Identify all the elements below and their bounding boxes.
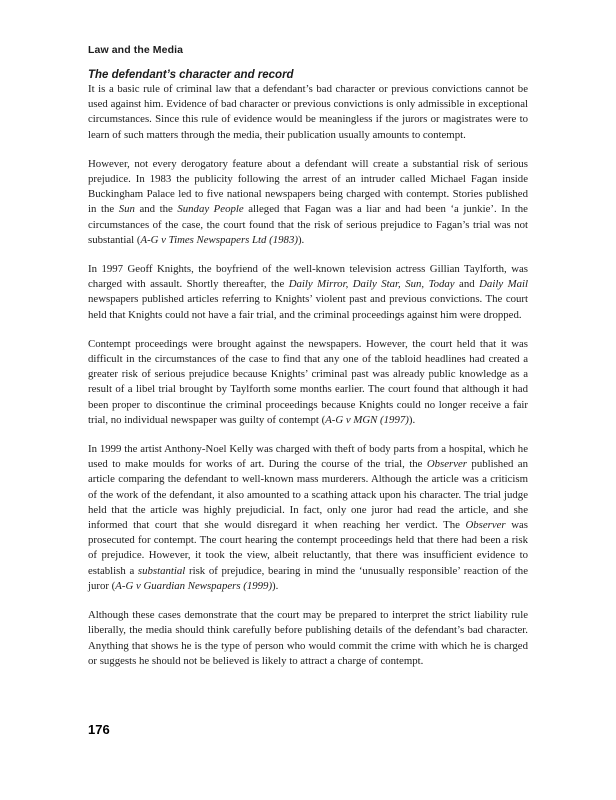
text-run: newspapers published articles referring to Knights’ violent past and previous convictions. The court held that Knights could not have a fair trial, and the criminal proceedings against him were dropped. bbox=[88, 293, 528, 321]
italic-citation: Daily Mirror, Daily Star, Sun, Today bbox=[288, 278, 455, 291]
italic-citation: substantial bbox=[137, 564, 186, 577]
text-run: risk of prejudice, bearing in mind the ‘unusually responsible’ reaction of the juror ( bbox=[88, 564, 528, 592]
italic-citation: Sunday People bbox=[177, 203, 244, 216]
body-paragraph bbox=[88, 608, 528, 669]
text-run: published an article comparing the defendant to well-known mass murderers. Although the article was a criticism of the work of the defendant, it also amounted to a scathing attack upon his character. The trial judge held that the article was highly prejudicial. In fact, only one juror had read the article, and she informed that court that she would disregard it when reaching her verdict. The bbox=[88, 458, 528, 532]
text-run: was prosecuted for contempt. The court hearing the contempt proceedings held that there had been a risk of prejudice. However, it took the view, albeit reluctantly, that there was insufficient evidence to establish a bbox=[88, 519, 528, 577]
italic-citation: Observer bbox=[426, 458, 468, 471]
text-run: and the bbox=[134, 203, 178, 216]
text-run: alleged that Fagan was a liar and had been ‘a junkie’. In the circumstances of the case, the court found that the risk of serious prejudice to Fagan’s trial was not substantial ( bbox=[88, 203, 528, 246]
italic-citation: A-G v Guardian Newspapers (1999) bbox=[115, 579, 273, 592]
text-run: ). bbox=[272, 579, 279, 592]
italic-citation: Observer bbox=[465, 519, 506, 532]
body-paragraph bbox=[88, 262, 528, 323]
running-head: Law and the Media bbox=[88, 44, 184, 56]
italic-citation: Sun bbox=[118, 203, 135, 216]
body-paragraph bbox=[88, 157, 528, 248]
italic-citation: A-G v MGN (1997) bbox=[325, 413, 409, 426]
body-paragraph bbox=[88, 337, 528, 428]
text-run: and bbox=[454, 278, 480, 291]
text-run: ). bbox=[408, 413, 416, 426]
text-run: In 1999 the artist Anthony-Noel Kelly was charged with theft of body parts from a hospital, which he used to make moulds for works of art. During the course of the trial, the bbox=[88, 443, 528, 471]
text-run: It is a basic rule of criminal law that a defendant’s bad character or previous convictions cannot be used against him. Evidence of bad character or previous convictions is only admissible in exceptional circumstances. Since this rule of evidence would be meaningless if the jurors or magistrates were to learn of such matters through the media, their publication usually amounts to contempt. bbox=[88, 83, 528, 141]
text-run: However, not every derogatory feature about a defendant will create a substantial risk of serious prejudice. In 1983 the publicity following the arrest of an intruder called Michael Fagan inside Buckingham Palace led to five national newspapers being charged with contempt. Stories published in the bbox=[88, 157, 528, 216]
page-body bbox=[88, 40, 528, 683]
text-run: Contempt proceedings were brought against the newspapers. However, the court held that it was difficult in the circumstances of the case to find that any one of the tabloid headlines had created a greater risk of serious prejudice because Knights’ criminal past was already public knowledge as a result of a libel trial brought by Taylforth some months earlier. The court found that although it had been proper to discontinue the criminal proceedings because Knights could no longer receive a fair trial, no individual newspaper was guilty of contempt ( bbox=[88, 337, 528, 426]
text-run: ). bbox=[297, 233, 305, 246]
page-number: 176 bbox=[88, 722, 110, 737]
text-run: Although these cases demonstrate that the court may be prepared to interpret the strict liability rule liberally, the media should think carefully before publishing details of the defendant’s bad character. Anything that shows he is the type of person who would commit the crime with which he is charged or suggests he should not be believed is likely to attract a charge of contempt. bbox=[88, 609, 528, 667]
italic-citation: Daily Mail bbox=[479, 278, 528, 291]
section-title: The defendant’s character and record bbox=[88, 69, 294, 81]
italic-citation: A-G v Times Newspapers Ltd (1983) bbox=[140, 233, 298, 246]
body-paragraph bbox=[88, 82, 528, 143]
body-paragraph bbox=[88, 442, 528, 594]
text-run: In 1997 Geoff Knights, the boyfriend of the well-known television actress Gillian Taylforth, was charged with assault. Shortly thereafter, the bbox=[88, 263, 528, 291]
